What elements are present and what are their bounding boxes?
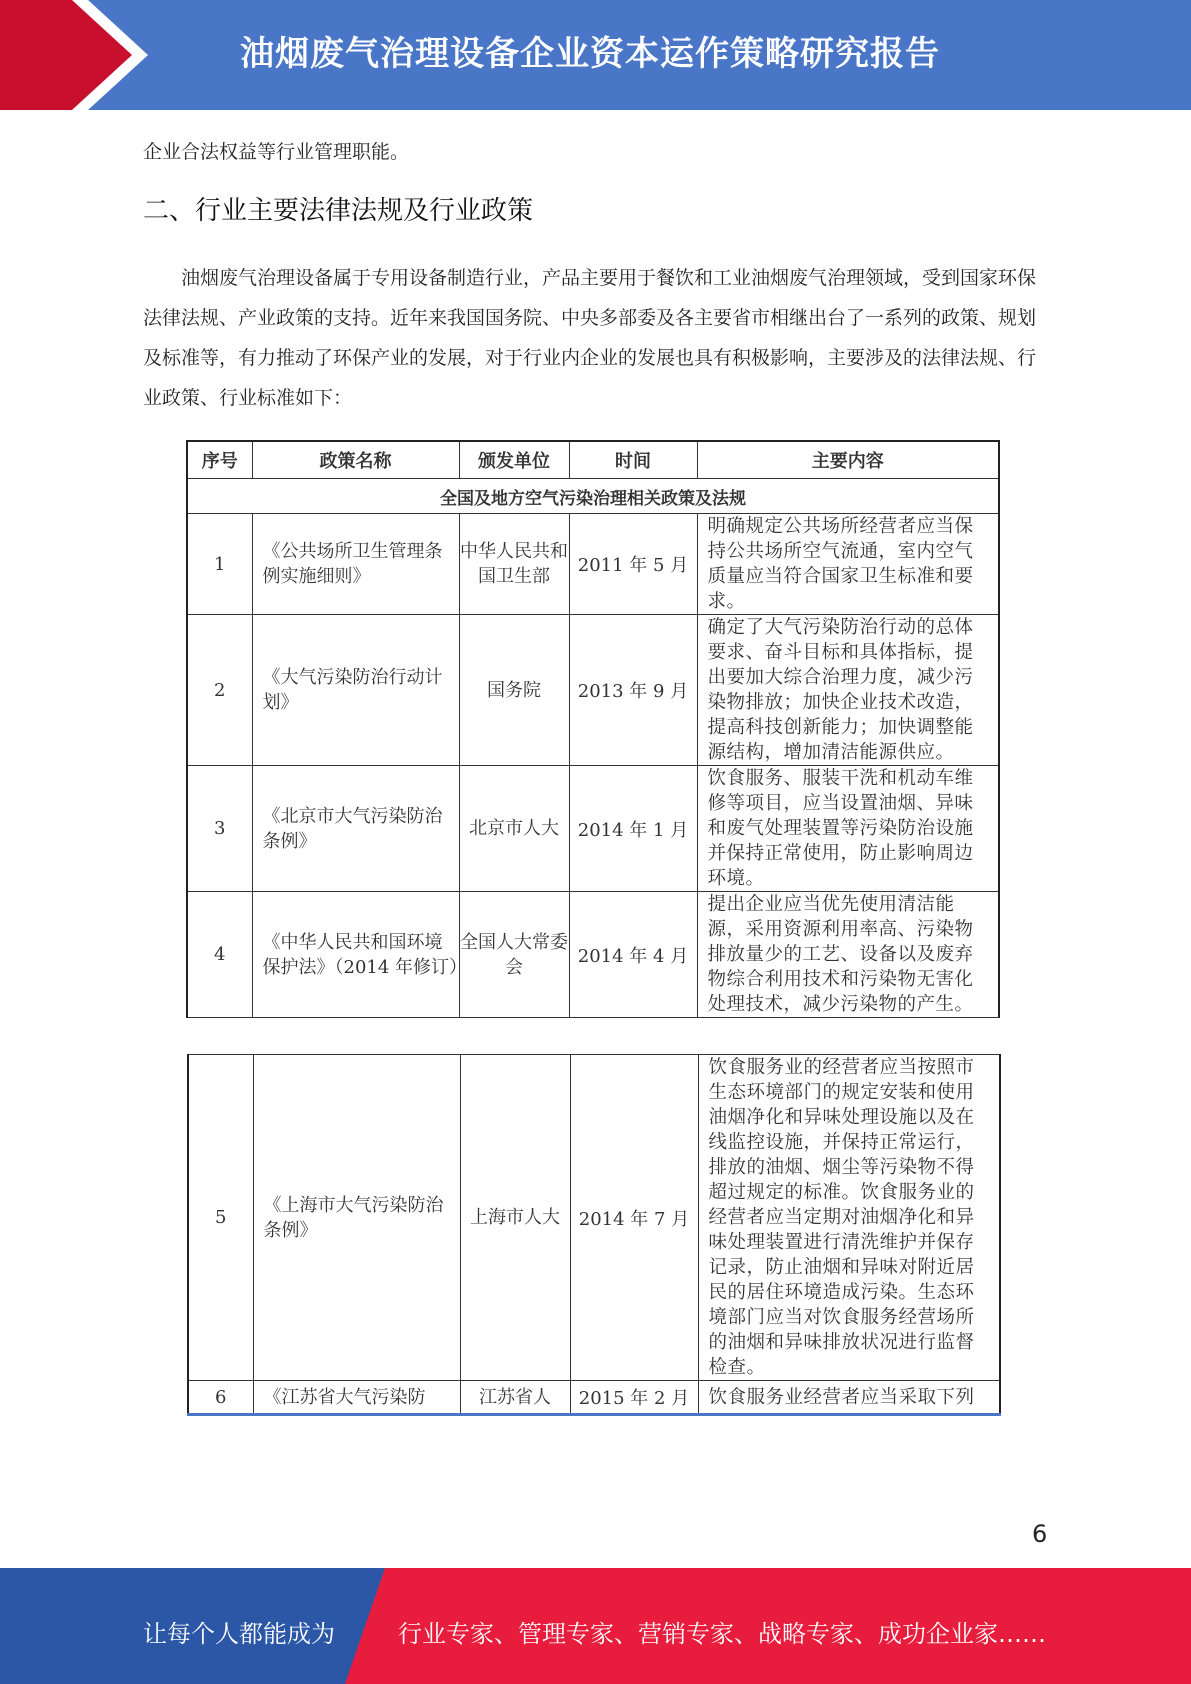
policy-table-part2 — [187, 1054, 1001, 1416]
row-name: 《中华人民共和国环境保护法》（2014 年修订） — [252, 892, 459, 1018]
row-num: 4 — [187, 892, 252, 1018]
table-header-row — [187, 441, 999, 479]
row-dept: 北京市人大 — [459, 766, 569, 892]
footer-slogan-left: 让每个人都能成为 — [143, 1620, 335, 1648]
row-name: 《大气污染防治行动计划》 — [252, 615, 459, 766]
header-num: 序号 — [187, 441, 252, 479]
section-heading: 二、行业主要法律法规及行业政策 — [143, 196, 534, 226]
paragraph-intro-tail: 企业合法权益等行业管理职能。 — [143, 141, 410, 163]
header-name: 政策名称 — [252, 441, 459, 479]
footer-slogan-right: 行业专家、管理专家、营销专家、战略专家、成功企业家…… — [398, 1620, 1046, 1648]
row-date: 2011 年 5 月 — [569, 514, 697, 615]
row-name: 《江苏省大气污染防 — [253, 1381, 460, 1415]
row-num: 6 — [188, 1381, 253, 1415]
page-number: 6 — [1032, 1520, 1048, 1548]
report-title: 油烟废气治理设备企业资本运作策略研究报告 — [240, 34, 940, 74]
row-num: 3 — [187, 766, 252, 892]
header-dept: 颁发单位 — [459, 441, 569, 479]
row-num: 1 — [187, 514, 252, 615]
header-chevron-icon — [0, 0, 160, 110]
group-title: 全国及地方空气污染治理相关政策及法规 — [187, 479, 999, 514]
group-row — [187, 479, 999, 514]
table-row — [188, 1055, 1000, 1381]
row-date: 2013 年 9 月 — [569, 615, 697, 766]
row-date: 2014 年 4 月 — [569, 892, 697, 1018]
table-row — [188, 1381, 1000, 1415]
header-content: 主要内容 — [697, 441, 999, 479]
table-row — [187, 892, 999, 1018]
page-header — [0, 0, 1191, 110]
table-row — [187, 514, 999, 615]
paragraph-policy-intro: 油烟废气治理设备属于专用设备制造行业，产品主要用于餐饮和工业油烟废气治理领域，受到国家环保法律法规、产业政策的支持。近年来我国国务院、中央多部委及各主要省市相继出台了一系列的政策、规划及标准等，有力推动了环保产业的发展，对于行业内企业的发展也具有积极影响，主要涉及的法律法规、行业政策、行业标准如下： — [143, 267, 1037, 409]
row-name: 《公共场所卫生管理条例实施细则》 — [252, 514, 459, 615]
row-dept: 江苏省人 — [460, 1381, 570, 1415]
row-content: 确定了大气污染防治行动的总体要求、奋斗目标和具体指标，提出要加大综合治理力度，减少污染物排放；加快企业技术改造，提高科技创新能力；加快调整能源结构，增加清洁能源供应。 — [697, 615, 999, 766]
row-content: 饮食服务业的经营者应当按照市生态环境部门的规定安装和使用油烟净化和异味处理设施以及在线监控设施，并保持正常运行，排放的油烟、烟尘等污染物不得超过规定的标准。饮食服务业的经营者应当定期对油烟净化和异味处理装置进行清洗维护并保存记录，防止油烟和异味对附近居民的居住环境造成污染。生态环境部门应当对饮食服务经营场所的油烟和异味排放状况进行监督检查。 — [698, 1055, 1000, 1381]
row-dept: 国务院 — [459, 615, 569, 766]
table-row — [187, 615, 999, 766]
row-name: 《上海市大气污染防治条例》 — [253, 1055, 460, 1381]
row-num: 2 — [187, 615, 252, 766]
row-date: 2015 年 2 月 — [570, 1381, 698, 1415]
table-row — [187, 766, 999, 892]
row-content: 提出企业应当优先使用清洁能源，采用资源利用率高、污染物排放量少的工艺、设备以及废弃物综合利用技术和污染物无害化处理技术，减少污染物的产生。 — [697, 892, 999, 1018]
row-date: 2014 年 1 月 — [569, 766, 697, 892]
row-dept: 全国人大常委会 — [459, 892, 569, 1018]
row-num: 5 — [188, 1055, 253, 1381]
row-dept: 上海市人大 — [460, 1055, 570, 1381]
row-content: 饮食服务业经营者应当采取下列 — [698, 1381, 1000, 1415]
policy-table-part1 — [186, 440, 1000, 1018]
row-dept: 中华人民共和国卫生部 — [459, 514, 569, 615]
header-date: 时间 — [569, 441, 697, 479]
row-content: 明确规定公共场所经营者应当保持公共场所空气流通，室内空气质量应当符合国家卫生标准和要求。 — [697, 514, 999, 615]
row-content: 饮食服务、服装干洗和机动车维修等项目，应当设置油烟、异味和废气处理装置等污染防治设施并保持正常使用，防止影响周边环境。 — [697, 766, 999, 892]
row-name: 《北京市大气污染防治条例》 — [252, 766, 459, 892]
row-date: 2014 年 7 月 — [570, 1055, 698, 1381]
